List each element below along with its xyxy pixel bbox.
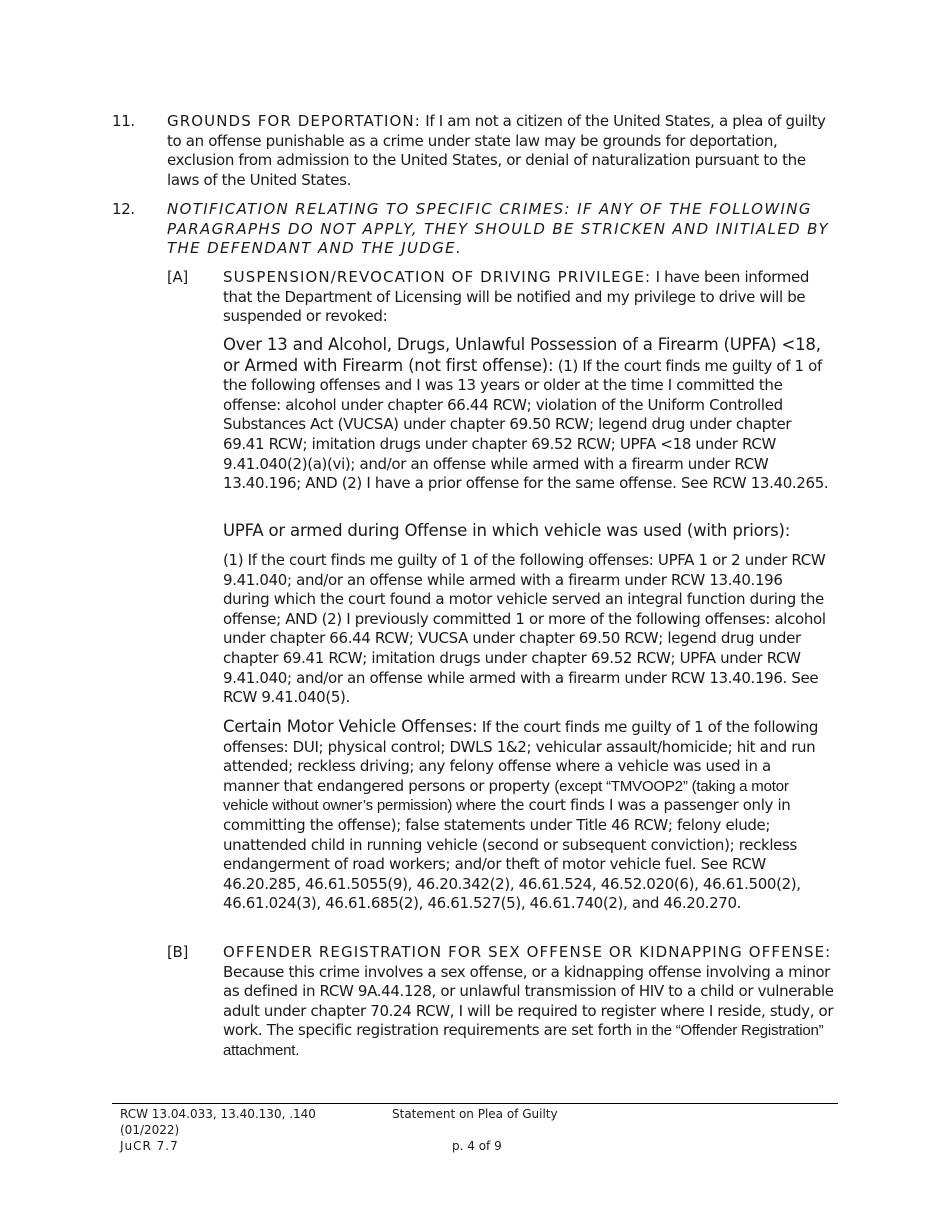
upfa-heading: UPFA or armed during Offense in which vehicle was used (with priors): <box>223 521 791 540</box>
subitem-a-heading: SUSPENSION/REVOCATION OF DRIVING PRIVILEGE: <box>223 268 652 286</box>
subitem-b-text-1: Because this crime involves a sex offense, or a kidnapping offense involving a minor as defined in RCW 9A.44.128, or unlawful transmission of HIV to a child or vulnerable adult under chapter 70.24 RCW, I will be required to register where I reside, study, or work. The specific registration requirements are set forth <box>223 962 834 1040</box>
upfa-paragraph: (1) If the court finds me guilty of 1 of the following offenses: UPFA 1 or 2 under RCW 9.41.040; and/or an offense while armed with a firearm under RCW 13.40.196 during which the court found a motor vehicle served an integral function during the offense; AND (2) I previously committed 1 or more of the following offenses: alcohol under chapter 66.44 RCW; VUCSA under chapter 69.50 RCW; legend drug under chapter 69.41 RCW; imitation drugs under chapter 69.52 RCW; UPFA under RCW 9.41.040; and/or an offense while armed with a firearm under RCW 13.40.196. See RCW 9.41.040(5). <box>223 551 826 707</box>
item-11-heading: GROUNDS FOR DEPORTATION: <box>167 112 421 130</box>
over13-paragraph <box>223 335 829 494</box>
cmv-paragraph <box>223 717 829 914</box>
subitem-a-label: [A] <box>167 268 188 286</box>
subitem-a-intro <box>223 268 829 327</box>
footer-page-number: p. 4 of 9 <box>452 1139 502 1153</box>
over13-text: (1) If the court finds me guilty of 1 of the following offenses and I was 13 years or older at the time I committed the offense: alcohol under chapter 66.44 RCW; violation of the Uniform Controlled Substances Act (VUCSA) under chapter 69.50 RCW; legend drug under chapter 69.41 RCW; imitation drugs under chapter 69.52 RCW; UPFA <18 under RCW 9.41.040(2)(a)(vi); and/or an offense while armed with a firearm under RCW 13.40.196; AND (2) I have a prior offense for the same offense. See RCW 13.40.265. <box>223 356 829 493</box>
cmv-heading: Certain Motor Vehicle Offenses: <box>223 717 478 736</box>
footer-statute: RCW 13.04.033, 13.40.130, .140 <box>120 1107 316 1121</box>
cmv-text-3: the court finds I was a passenger only in committing the offense); false statements under Title 46 RCW; felony elude; unattended child in running vehicle (second or subsequent conviction); reckless endangerment of road workers; and/or theft of motor vehicle fuel. See RCW 46.20.285, 46.61.5055(9), 46.20.342(2), 46.61.524, 46.52.020(6), 46.61.500(2), 46.61.024(3), 46.61.685(2), 46.61.527(5), 46.61.740(2), and 46.20.270. <box>223 796 801 913</box>
item-12-number: 12. <box>112 200 135 218</box>
footer-form-title: Statement on Plea of Guilty <box>392 1107 558 1121</box>
subitem-b-paragraph <box>223 943 835 1061</box>
footer-revision: (01/2022) <box>120 1123 180 1137</box>
subitem-b-label: [B] <box>167 943 188 961</box>
cmv-text-2: (except “TMVOOP2” (taking a motor vehicle without owner’s permission) where <box>223 777 789 815</box>
item-11-paragraph <box>167 112 839 190</box>
item-11-number: 11. <box>112 112 135 130</box>
cmv-text-1: If the court finds me guilty of 1 of the following offenses: DUI; physical control; DWLS 1&2; vehicular assault/homicide; hit and run attended; reckless driving; any felony offense where a vehicle was used in a manner that endangered persons or property <box>223 718 819 795</box>
subitem-b-text-2: in the “Offender Registration” attachment. <box>223 1022 824 1059</box>
subitem-b-heading: OFFENDER REGISTRATION FOR SEX OFFENSE OR KIDNAPPING OFFENSE: <box>223 943 832 961</box>
subitem-a-text: I have been informed that the Department of Licensing will be notified and my privilege to drive will be suspended or revoked: <box>223 268 810 326</box>
over13-heading: Over 13 and Alcohol, Drugs, Unlawful Possession of a Firearm (UPFA) <18, or Armed with Firearm (not first offense): <box>223 335 821 375</box>
footer-rule <box>112 1103 838 1104</box>
item-11-text: If I am not a citizen of the United States, a plea of guilty to an offense punishable as a crime under state law may be grounds for deportation, exclusion from admission to the United States, or denial of naturalization pursuant to the laws of the United States. <box>167 112 826 189</box>
footer-rule-citation: JuCR 7.7 <box>120 1139 179 1153</box>
item-12-notice: NOTIFICATION RELATING TO SPECIFIC CRIMES: IF ANY OF THE FOLLOWING PARAGRAPHS DO NOT APPLY, THEY SHOULD BE STRICKEN AND INITIALED BY THE DEFENDANT AND THE JUDGE. <box>167 200 830 258</box>
